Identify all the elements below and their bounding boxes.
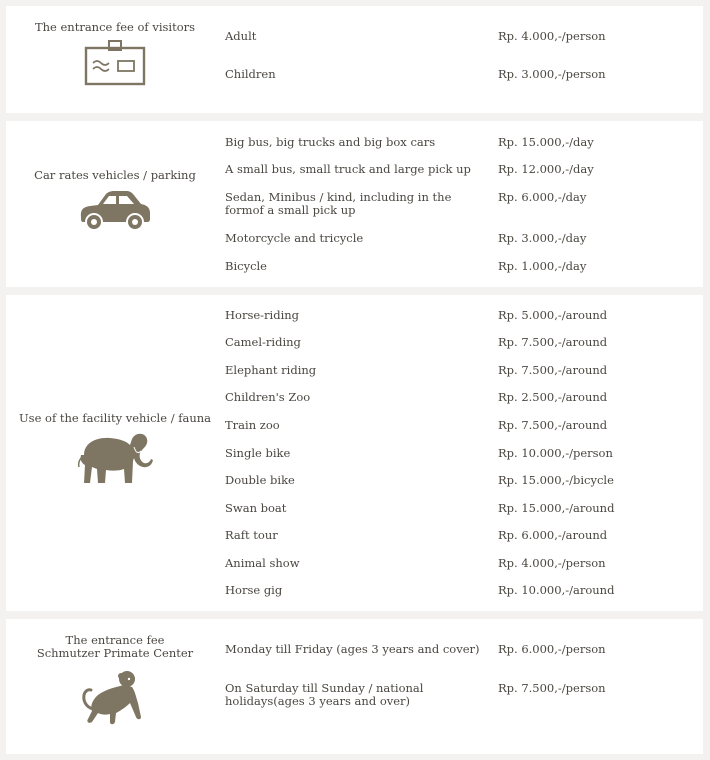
section-header (6, 121, 224, 287)
item-price: Rp. 10.000,-/around (498, 583, 615, 597)
elephant-icon (76, 427, 156, 487)
monkey-icon (80, 667, 152, 727)
section-header (6, 6, 224, 113)
item-price: Rp. 6.000,-/around (498, 528, 608, 542)
item-price: Rp. 3.000,-/person (498, 67, 606, 81)
item-price: Rp. 7.500,-/person (498, 681, 606, 695)
item-price: Rp. 15.000,-/bicycle (498, 473, 614, 487)
item-name: Train zoo (225, 418, 280, 432)
item-price: Rp. 6.000,-/person (498, 642, 606, 656)
section-header (6, 619, 224, 754)
item-price: Rp. 7.500,-/around (498, 418, 608, 432)
item-name: Sedan, Minibus / kind, including in the formof a small pick up (225, 190, 452, 217)
item-name: Elephant riding (225, 363, 317, 377)
item-name: Horse-riding (225, 308, 300, 322)
item-name: Single bike (225, 446, 291, 460)
item-price: Rp. 12.000,-/day (498, 162, 594, 176)
item-name: Swan boat (225, 501, 287, 515)
item-name: A small bus, small truck and large pick up (225, 162, 471, 176)
item-price: Rp. 7.500,-/around (498, 335, 608, 349)
item-price: Rp. 15.000,-/day (498, 135, 594, 149)
item-price: Rp. 6.000,-/day (498, 190, 587, 204)
item-name: Monday till Friday (ages 3 years and cover) (225, 642, 480, 656)
section-title: The entrance fee Schmutzer Primate Center (36, 633, 194, 660)
item-name: Adult (225, 29, 257, 43)
item-name: Big bus, big trucks and big box cars (225, 135, 436, 149)
car-icon (78, 187, 152, 231)
item-price: Rp. 7.500,-/around (498, 363, 608, 377)
section-title: The entrance fee of visitors (34, 20, 196, 34)
ticket-icon (84, 39, 148, 87)
item-name: Double bike (225, 473, 295, 487)
section-facility-fauna (6, 295, 703, 611)
item-name: Raft tour (225, 528, 278, 542)
item-name: Camel-riding (225, 335, 301, 349)
section-title: Use of the facility vehicle / fauna (18, 411, 212, 425)
section-header (6, 295, 224, 611)
item-name: Children's Zoo (225, 390, 311, 404)
item-price: Rp. 15.000,-/around (498, 501, 615, 515)
item-price: Rp. 4.000,-/person (498, 556, 606, 570)
item-price: Rp. 1.000,-/day (498, 259, 587, 273)
item-name: Animal show (225, 556, 300, 570)
item-name: Motorcycle and tricycle (225, 231, 364, 245)
item-price: Rp. 4.000,-/person (498, 29, 606, 43)
item-price: Rp. 2.500,-/around (498, 390, 608, 404)
item-name: Horse gig (225, 583, 283, 597)
item-price: Rp. 5.000,-/around (498, 308, 608, 322)
item-price: Rp. 10.000,-/person (498, 446, 613, 460)
item-price: Rp. 3.000,-/day (498, 231, 587, 245)
item-name: Bicycle (225, 259, 267, 273)
item-name: Children (225, 67, 276, 81)
section-primate-center (6, 619, 703, 754)
section-entrance-fee (6, 6, 703, 113)
section-title: Car rates vehicles / parking (34, 168, 196, 182)
item-name: On Saturday till Sunday / national holidays(ages 3 years and over) (225, 681, 424, 708)
section-car-rates (6, 121, 703, 287)
